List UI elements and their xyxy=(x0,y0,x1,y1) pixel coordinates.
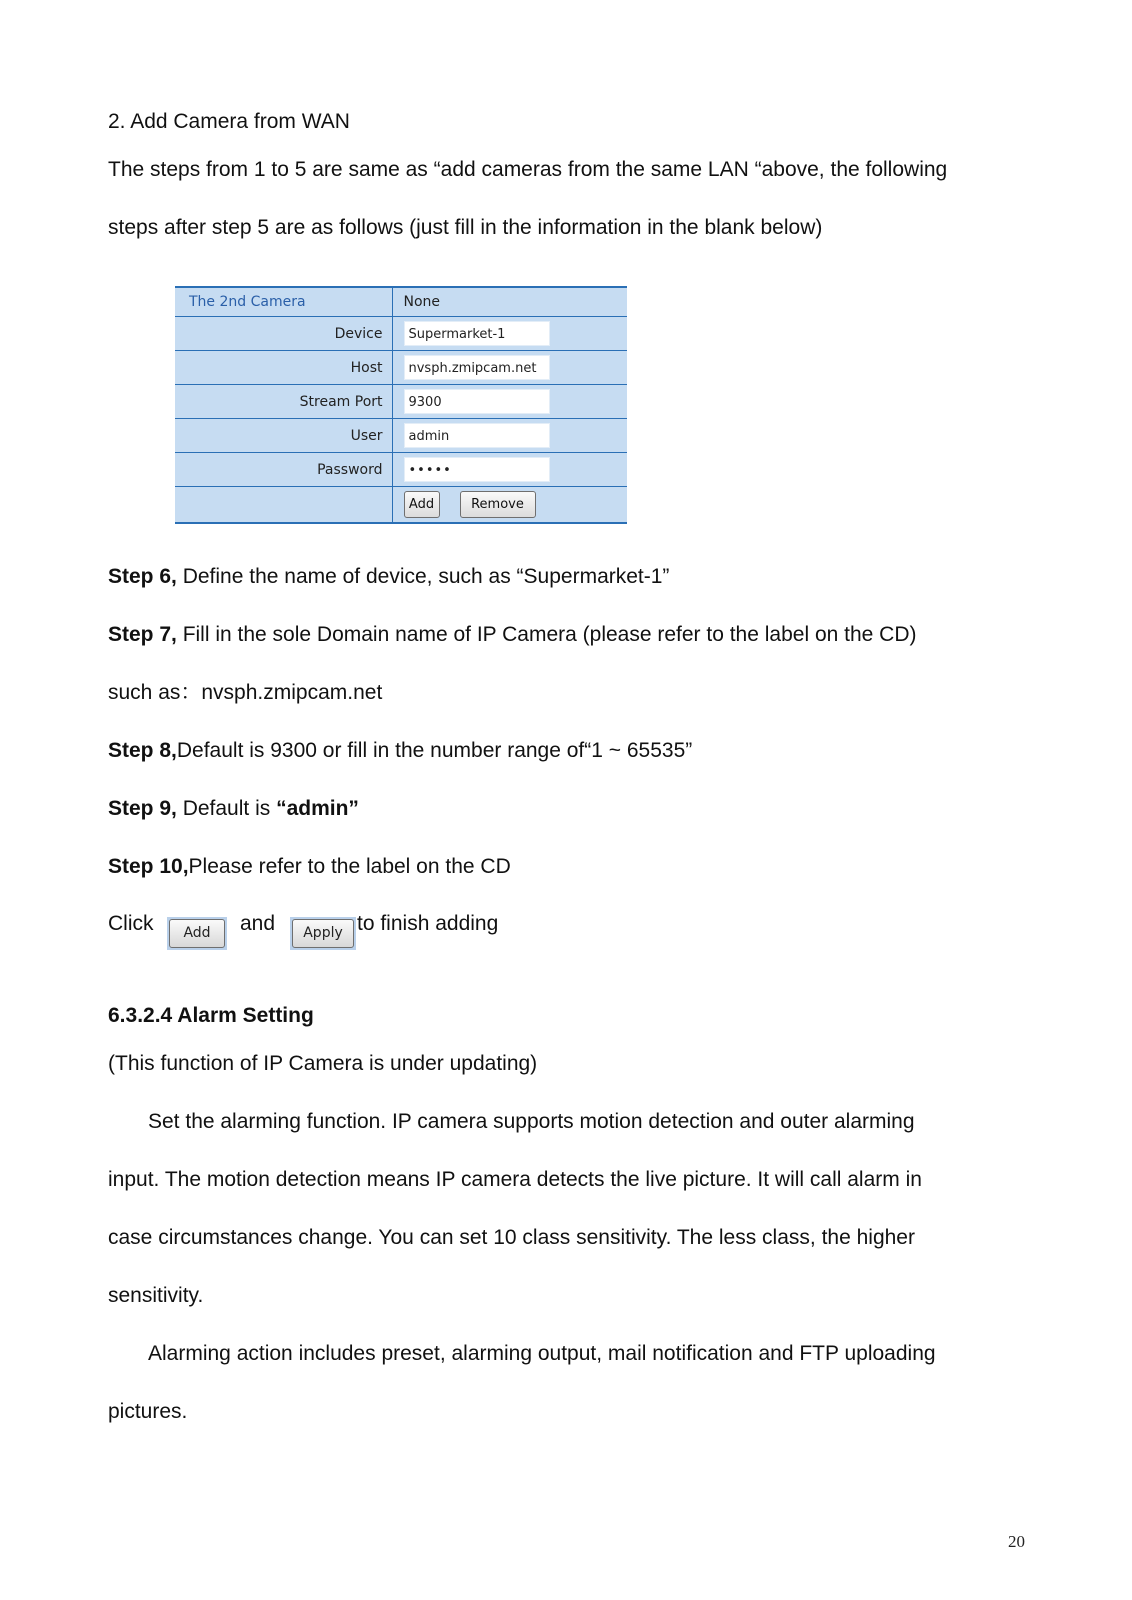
page-number: 20 xyxy=(1008,1532,1025,1551)
alarm-setting-heading: 6.3.2.4 Alarm Setting xyxy=(108,1004,314,1027)
remove-button[interactable]: Remove xyxy=(460,491,536,518)
alarm-para-2-line-2: pictures. xyxy=(108,1400,188,1423)
finish-label: to finish adding xyxy=(357,912,499,935)
alarm-para-1-line-2: input. The motion detection means IP camera detects the live picture. It will call alarm in xyxy=(108,1168,922,1191)
camera-form-title-value: None xyxy=(392,287,627,317)
user-row xyxy=(175,419,627,453)
alarm-para-1-line-4: sensitivity. xyxy=(108,1284,204,1307)
click-label: Click xyxy=(108,912,154,935)
stream-port-row xyxy=(175,385,627,419)
inline-add-button[interactable]: Add xyxy=(167,917,227,950)
device-label: Device xyxy=(175,317,392,351)
alarm-note: (This function of IP Camera is under updating) xyxy=(108,1052,538,1075)
inline-apply-button[interactable]: Apply xyxy=(290,917,356,950)
user-label: User xyxy=(175,419,392,453)
buttons-row xyxy=(175,487,627,524)
camera-form xyxy=(175,286,627,524)
stream-port-input[interactable]: 9300 xyxy=(404,389,550,414)
step-10: Step 10,Please refer to the label on the CD xyxy=(108,855,511,878)
intro-text-line-1: The steps from 1 to 5 are same as “add cameras from the same LAN “above, the following xyxy=(108,158,948,181)
section-heading: 2. Add Camera from WAN xyxy=(108,110,350,133)
step-8: Step 8,Default is 9300 or fill in the number range of“1 ~ 65535” xyxy=(108,739,693,762)
add-button[interactable]: Add xyxy=(404,491,440,518)
stream-port-label: Stream Port xyxy=(175,385,392,419)
alarm-para-1-line-3: case circumstances change. You can set 10 class sensitivity. The less class, the higher xyxy=(108,1226,915,1249)
host-label: Host xyxy=(175,351,392,385)
user-input[interactable]: admin xyxy=(404,423,550,448)
device-row xyxy=(175,317,627,351)
host-input[interactable]: nvsph.zmipcam.net xyxy=(404,355,550,380)
password-label: Password xyxy=(175,453,392,487)
step-6: Step 6, Define the name of device, such as “Supermarket-1” xyxy=(108,565,670,588)
host-row xyxy=(175,351,627,385)
step-7: Step 7, Fill in the sole Domain name of IP Camera (please refer to the label on the CD) xyxy=(108,623,917,646)
device-input[interactable]: Supermarket-1 xyxy=(404,321,550,346)
alarm-para-2-line-1: Alarming action includes preset, alarming output, mail notification and FTP uploading xyxy=(148,1342,936,1365)
intro-text-line-2: steps after step 5 are as follows (just fill in the information in the blank below) xyxy=(108,216,823,239)
password-row xyxy=(175,453,627,487)
step-7-example: such as：nvsph.zmipcam.net xyxy=(108,681,383,704)
password-input[interactable]: ••••• xyxy=(404,457,550,482)
step-9: Step 9, Default is “admin” xyxy=(108,797,359,820)
camera-form-header-row xyxy=(175,287,627,317)
and-label: and xyxy=(240,912,276,935)
alarm-para-1-line-1: Set the alarming function. IP camera supports motion detection and outer alarming xyxy=(148,1110,915,1133)
camera-form-title: The 2nd Camera xyxy=(175,287,392,317)
